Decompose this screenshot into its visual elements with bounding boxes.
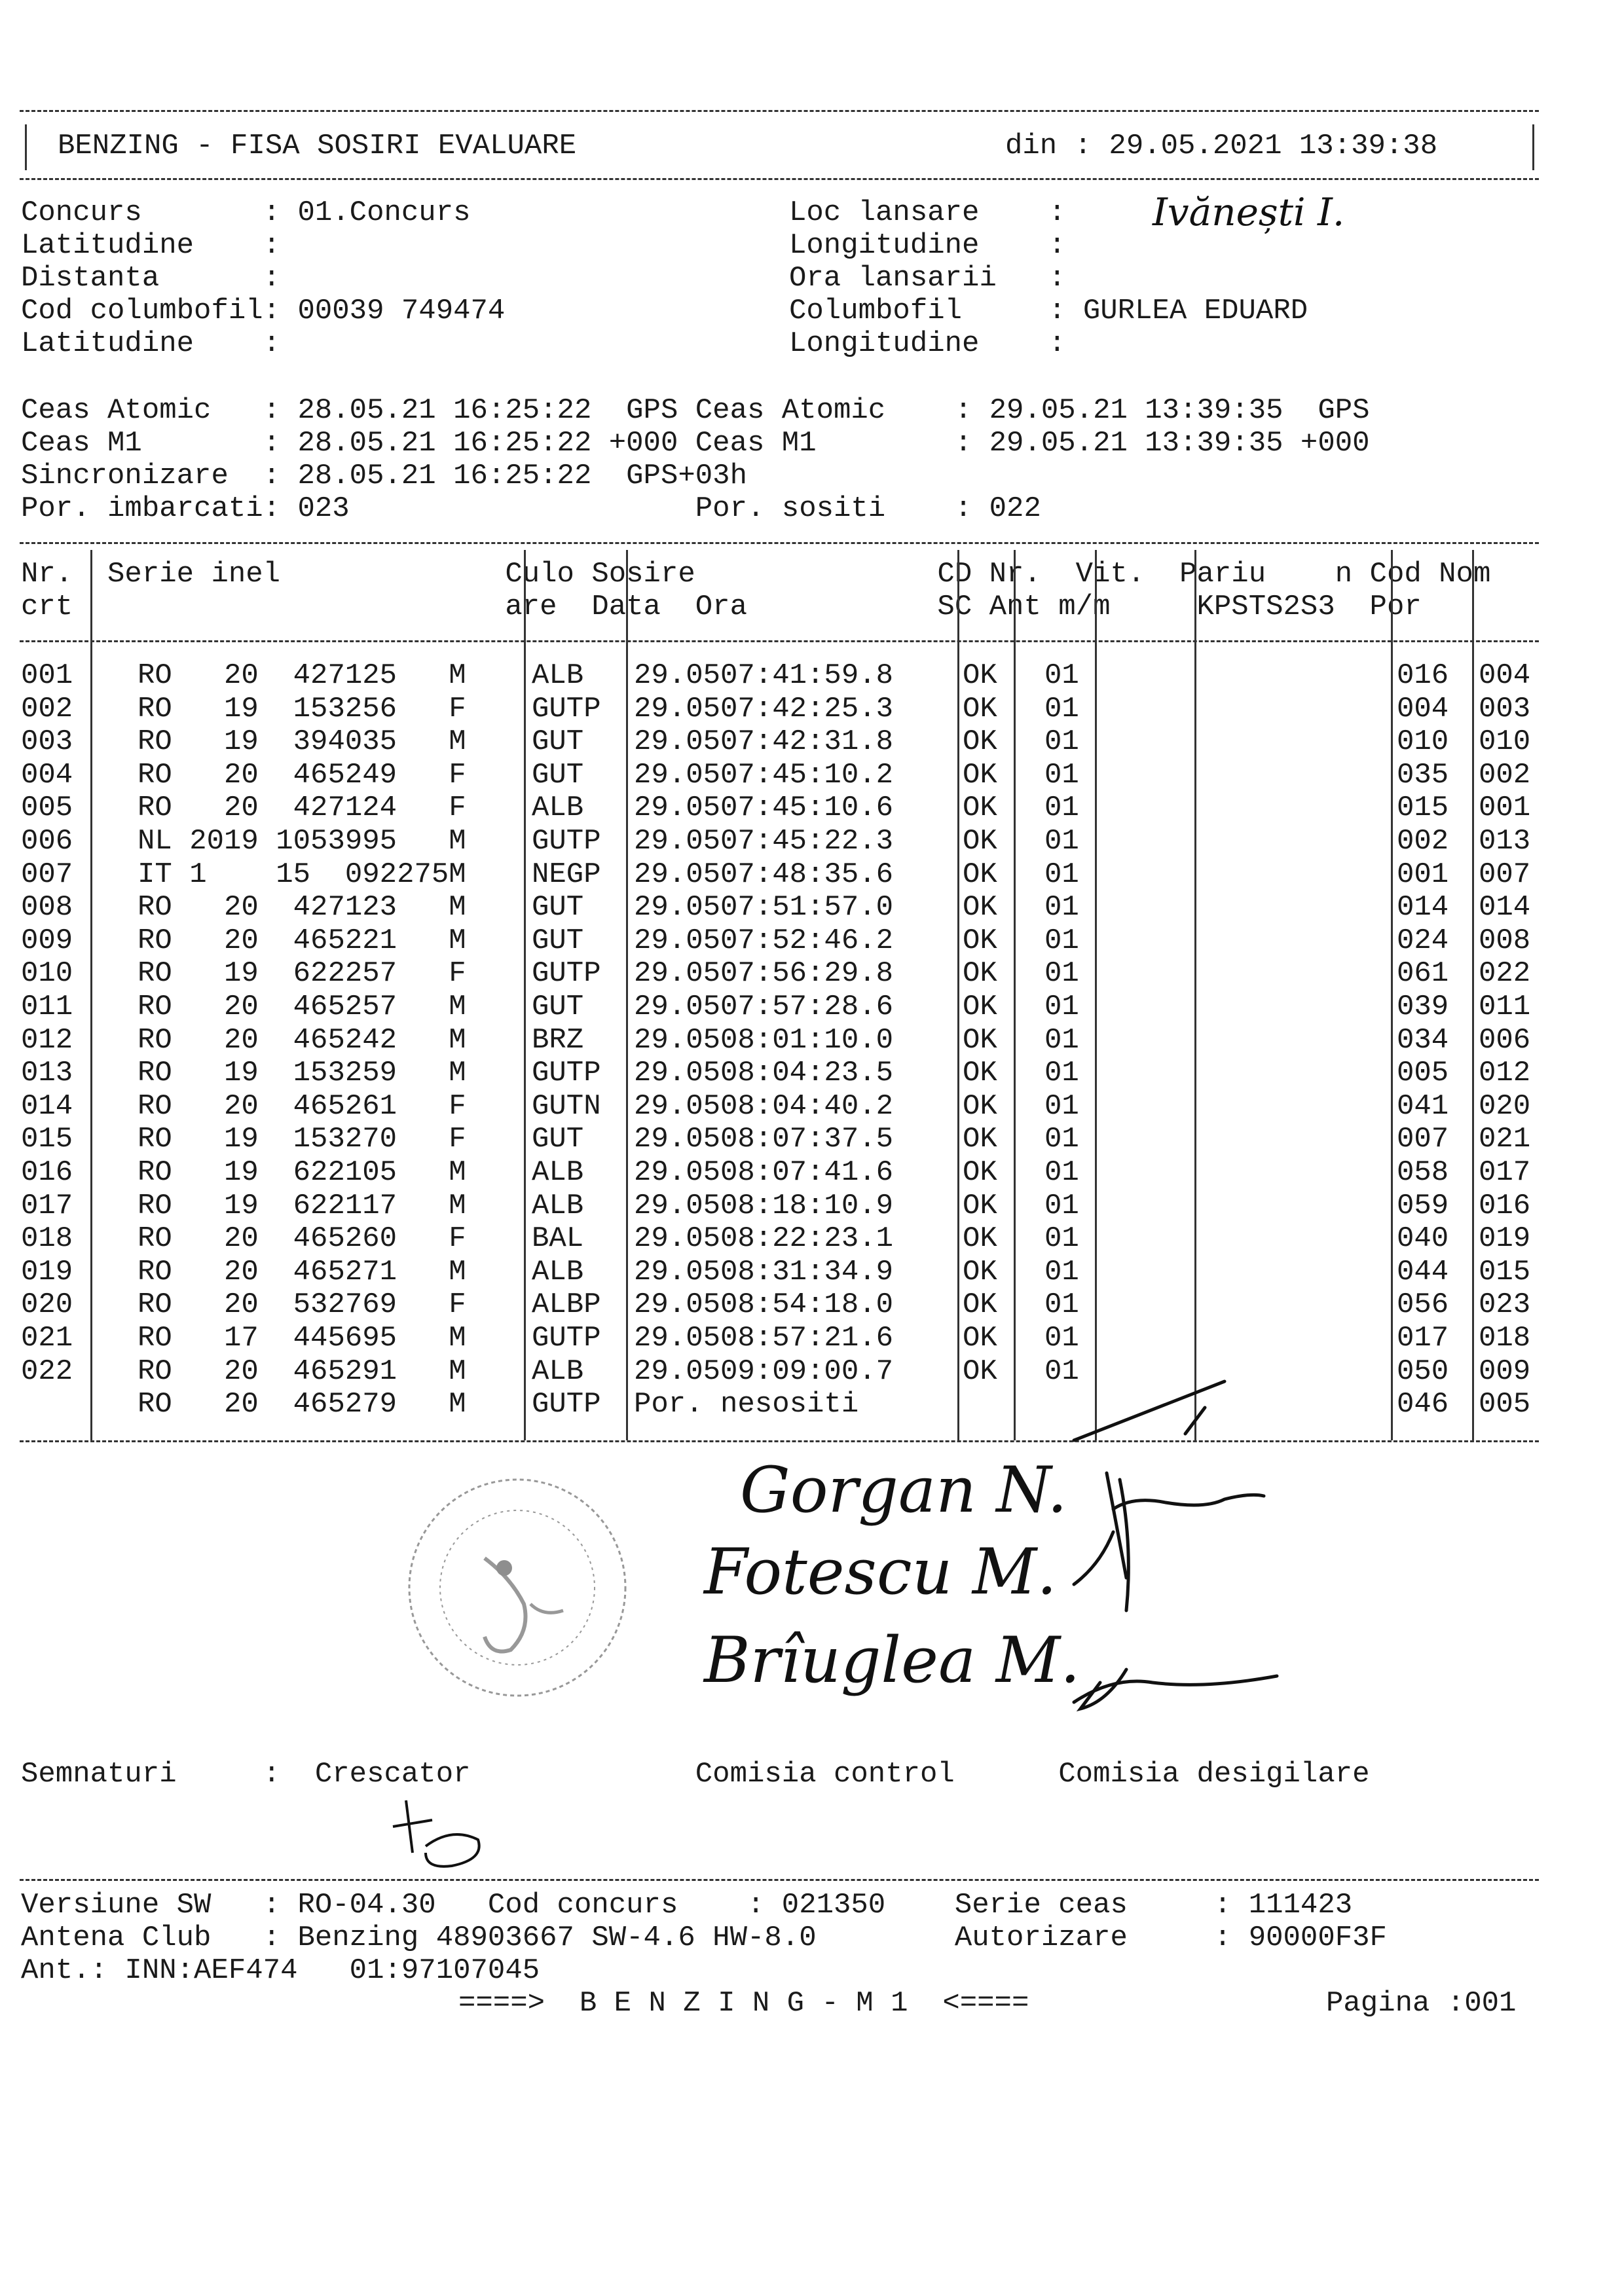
cell-cod: 050 <box>1397 1355 1449 1388</box>
info-line: Latitudine : <box>21 327 281 360</box>
cell-date: 29.05 <box>634 1288 721 1322</box>
cell-nom: 019 <box>1479 1222 1531 1256</box>
cell-cod: 005 <box>1397 1057 1449 1090</box>
signature-strokes <box>1074 1381 1277 1709</box>
cell-cod: 046 <box>1397 1388 1449 1421</box>
cell-cd: OK <box>963 659 997 692</box>
cell-cd: OK <box>963 957 997 991</box>
cell-cd: OK <box>963 1123 997 1156</box>
cell-cod: 056 <box>1397 1288 1449 1322</box>
cell-nr: 010 <box>21 957 73 991</box>
cell-date: 29.05 <box>634 1156 721 1189</box>
cell-date: 29.05 <box>634 991 721 1023</box>
cell-ant: 01 <box>1044 725 1079 759</box>
cell-ant: 01 <box>1044 758 1079 792</box>
info-line: Latitudine : <box>21 229 281 262</box>
cell-nr: 017 <box>21 1189 73 1222</box>
cell-ant: 01 <box>1044 1123 1079 1156</box>
cell-color: GUTP <box>532 825 601 858</box>
cell-cd: OK <box>963 1222 997 1256</box>
info-line: Distanta : <box>21 262 281 295</box>
cell-ant: 01 <box>1044 1089 1079 1123</box>
cell-cd: OK <box>963 825 997 858</box>
cell-ring: RO 20 465271 M <box>138 1255 466 1288</box>
cell-time: 09:09:00.7 <box>720 1355 894 1388</box>
cell-cod: 040 <box>1397 1222 1449 1256</box>
cell-cod: 014 <box>1397 891 1449 924</box>
signature-name-3: Brîuglea M. <box>704 1624 1080 1697</box>
cell-time: 07:45:10.6 <box>720 792 894 825</box>
cell-ant: 01 <box>1044 792 1079 825</box>
cell-time: 08:57:21.6 <box>720 1322 894 1355</box>
cell-nr: 001 <box>21 659 73 692</box>
info-line: Cod columbofil: 00039 749474 <box>21 295 506 327</box>
cell-ring: RO 17 445695 M <box>138 1322 466 1355</box>
cell-ring: RO 19 153259 M <box>138 1057 466 1090</box>
cell-date: 29.05 <box>634 825 721 858</box>
cell-cd: OK <box>963 1255 997 1288</box>
cell-nom: 022 <box>1479 957 1531 991</box>
cell-time: 08:31:34.9 <box>720 1255 894 1288</box>
cell-color: ALBP <box>532 1288 601 1322</box>
footer-banner: ====> B E N Z I N G - M 1 <==== <box>458 1987 1029 2020</box>
cell-nr: 013 <box>21 1057 73 1090</box>
cell-ant: 01 <box>1044 1057 1079 1090</box>
cell-cd: OK <box>963 692 997 725</box>
cell-cd: OK <box>963 924 997 957</box>
cell-nr: 012 <box>21 1023 73 1057</box>
cell-time: 07:42:31.8 <box>720 725 894 759</box>
clock-line: Sincronizare : 28.05.21 16:25:22 GPS+03h <box>21 460 747 492</box>
cell-color: ALB <box>532 792 584 825</box>
cell-nr: 003 <box>21 725 73 759</box>
cell-cod: 016 <box>1397 659 1449 692</box>
cell-ring: RO 19 153270 F <box>138 1123 466 1156</box>
cell-nom: 009 <box>1479 1355 1531 1388</box>
cell-date: 29.05 <box>634 1322 721 1355</box>
cell-nom: 010 <box>1479 725 1531 759</box>
table-header-row-1: Nr. Serie inel Culo Sosire CD Nr. Vit. Pariu n Cod Nom <box>21 558 1491 591</box>
cell-time: 08:22:23.1 <box>720 1222 894 1256</box>
cell-ant: 01 <box>1044 659 1079 692</box>
signature-name-2: Fotescu M. <box>704 1535 1057 1609</box>
cell-nr: 014 <box>21 1089 73 1123</box>
cell-color: GUT <box>532 1123 584 1156</box>
cell-time: 07:45:10.2 <box>720 758 894 792</box>
clock-line: Ceas Atomic : 28.05.21 16:25:22 GPS Ceas Atomic : 29.05.21 13:39:35 GPS <box>21 394 1370 427</box>
cell-date: 29.05 <box>634 957 721 991</box>
cell-time: 07:45:22.3 <box>720 825 894 858</box>
cell-ring: RO 19 622105 M <box>138 1156 466 1189</box>
cell-cod: 024 <box>1397 924 1449 957</box>
cell-nom: 015 <box>1479 1255 1531 1288</box>
cell-nr: 002 <box>21 692 73 725</box>
cell-ring: RO 19 622117 M <box>138 1189 466 1222</box>
cell-color: GUT <box>532 891 584 924</box>
cell-ring: RO 19 622257 F <box>138 957 466 991</box>
cell-color: GUT <box>532 725 584 759</box>
footer-line: Ant.: INN:AEF474 01:97107045 <box>21 1954 540 1987</box>
cell-time: nesositi <box>720 1388 859 1421</box>
clock-line: Ceas M1 : 28.05.21 16:25:22 +000 Ceas M1 : 29.05.21 13:39:35 +000 <box>21 427 1370 460</box>
cell-cod: 059 <box>1397 1189 1449 1222</box>
cell-cod: 001 <box>1397 858 1449 891</box>
cell-time: 07:42:25.3 <box>720 692 894 725</box>
cell-nr: 020 <box>21 1288 73 1322</box>
cell-color: GUTP <box>532 1057 601 1090</box>
cell-cd: OK <box>963 891 997 924</box>
cell-cod: 015 <box>1397 792 1449 825</box>
cell-cd: OK <box>963 1156 997 1189</box>
cell-date: 29.05 <box>634 692 721 725</box>
info-line: Loc lansare : <box>789 196 1066 229</box>
cell-nr: 015 <box>21 1123 73 1156</box>
cell-nom: 014 <box>1479 891 1531 924</box>
cell-date: 29.05 <box>634 1189 721 1222</box>
cell-cod: 007 <box>1397 1123 1449 1156</box>
cell-cd: OK <box>963 1322 997 1355</box>
cell-date: 29.05 <box>634 1222 721 1256</box>
cell-time: 07:41:59.8 <box>720 659 894 692</box>
cell-cod: 061 <box>1397 957 1449 991</box>
footer-line: Versiune SW : RO-04.30 Cod concurs : 021350 Serie ceas : 111423 <box>21 1889 1353 1922</box>
cell-cod: 041 <box>1397 1089 1449 1123</box>
cell-nom: 023 <box>1479 1288 1531 1322</box>
cell-date: 29.05 <box>634 758 721 792</box>
page-number: Pagina :001 <box>1326 1987 1517 2020</box>
signature-name-1: Gorgan N. <box>740 1453 1067 1527</box>
cell-nom: 001 <box>1479 792 1531 825</box>
cell-cod: 010 <box>1397 725 1449 759</box>
cell-date: 29.05 <box>634 1123 721 1156</box>
cell-cd: OK <box>963 858 997 891</box>
cell-nom: 005 <box>1479 1388 1531 1421</box>
cell-ant: 01 <box>1044 1288 1079 1322</box>
cell-date: Por. <box>634 1388 703 1421</box>
cell-nom: 012 <box>1479 1057 1531 1090</box>
cell-ant: 01 <box>1044 858 1079 891</box>
cell-time: 08:54:18.0 <box>720 1288 894 1322</box>
cell-cod: 004 <box>1397 692 1449 725</box>
cell-nom: 008 <box>1479 924 1531 957</box>
cell-ring: RO 20 427125 M <box>138 659 466 692</box>
cell-ring: RO 20 465257 M <box>138 991 466 1023</box>
cell-time: 08:07:41.6 <box>720 1156 894 1189</box>
cell-color: ALB <box>532 1255 584 1288</box>
cell-ant: 01 <box>1044 991 1079 1023</box>
cell-ring: RO 20 465279 M <box>138 1388 466 1421</box>
cell-date: 29.05 <box>634 725 721 759</box>
cell-ant: 01 <box>1044 1156 1079 1189</box>
cell-cd: OK <box>963 1023 997 1057</box>
cell-date: 29.05 <box>634 659 721 692</box>
cell-ring: RO 20 465249 F <box>138 758 466 792</box>
cell-cod: 017 <box>1397 1322 1449 1355</box>
cell-ant: 01 <box>1044 825 1079 858</box>
cell-nom: 018 <box>1479 1322 1531 1355</box>
cell-ring: RO 19 153256 F <box>138 692 466 725</box>
cell-ring: RO 20 427123 M <box>138 891 466 924</box>
cell-nom: 021 <box>1479 1123 1531 1156</box>
cell-color: ALB <box>532 1156 584 1189</box>
cell-ant: 01 <box>1044 924 1079 957</box>
cell-color: GUTP <box>532 692 601 725</box>
cell-ant: 01 <box>1044 1355 1079 1388</box>
cell-ant: 01 <box>1044 1023 1079 1057</box>
cell-ring: RO 20 465260 F <box>138 1222 466 1256</box>
cell-color: GUT <box>532 924 584 957</box>
cell-ring: RO 20 465242 M <box>138 1023 466 1057</box>
cell-cod: 034 <box>1397 1023 1449 1057</box>
cell-nom: 017 <box>1479 1156 1531 1189</box>
cell-cd: OK <box>963 1355 997 1388</box>
cell-cod: 058 <box>1397 1156 1449 1189</box>
cell-time: 07:52:46.2 <box>720 924 894 957</box>
cell-date: 29.05 <box>634 924 721 957</box>
cell-nom: 013 <box>1479 825 1531 858</box>
cell-color: GUTN <box>532 1089 601 1123</box>
table-header-row-2: crt are Data Ora SC Ant m/m KPSTS2S3 Por <box>21 591 1422 623</box>
signatures-label: Semnaturi : Crescator Comisia control Comisia desigilare <box>21 1758 1370 1791</box>
cell-ring: NL 2019 1053995 M <box>138 825 466 858</box>
cell-ant: 01 <box>1044 692 1079 725</box>
cell-cd: OK <box>963 758 997 792</box>
cell-color: GUT <box>532 758 584 792</box>
cell-cod: 044 <box>1397 1255 1449 1288</box>
cell-ring: RO 20 532769 F <box>138 1288 466 1322</box>
cell-ant: 01 <box>1044 1222 1079 1256</box>
info-line: Longitudine : <box>789 327 1066 360</box>
cell-nr: 007 <box>21 858 73 891</box>
cell-cd: OK <box>963 1288 997 1322</box>
cell-nom: 006 <box>1479 1023 1531 1057</box>
cell-date: 29.05 <box>634 858 721 891</box>
cell-ring: RO 20 465261 F <box>138 1089 466 1123</box>
cell-nr: 004 <box>21 758 73 792</box>
cell-cod: 039 <box>1397 991 1449 1023</box>
cell-color: BAL <box>532 1222 584 1256</box>
info-line: Concurs : 01.Concurs <box>21 196 471 229</box>
cell-nr: 016 <box>21 1156 73 1189</box>
cell-time: 08:01:10.0 <box>720 1023 894 1057</box>
cell-cd: OK <box>963 1057 997 1090</box>
cell-ant: 01 <box>1044 891 1079 924</box>
report-title: BENZING - FISA SOSIRI EVALUARE <box>58 130 577 162</box>
cell-nr: 019 <box>21 1255 73 1288</box>
stamp-mark <box>409 1480 625 1696</box>
cell-ant: 01 <box>1044 957 1079 991</box>
cell-nr: 008 <box>21 891 73 924</box>
cell-color: BRZ <box>532 1023 584 1057</box>
cell-nr: 022 <box>21 1355 73 1388</box>
report-date: din : 29.05.2021 13:39:38 <box>1005 130 1438 162</box>
cell-nom: 007 <box>1479 858 1531 891</box>
cell-time: 08:07:37.5 <box>720 1123 894 1156</box>
cell-ant: 01 <box>1044 1255 1079 1288</box>
info-line: Ora lansarii : <box>789 262 1066 295</box>
cell-time: 07:57:28.6 <box>720 991 894 1023</box>
cell-color: GUTP <box>532 957 601 991</box>
cell-ant: 01 <box>1044 1322 1079 1355</box>
cell-time: 08:04:40.2 <box>720 1089 894 1123</box>
cell-date: 29.05 <box>634 1057 721 1090</box>
footer-top-border <box>20 1879 1539 1881</box>
cell-date: 29.05 <box>634 891 721 924</box>
cell-cod: 002 <box>1397 825 1449 858</box>
cell-nr: 021 <box>21 1322 73 1355</box>
cell-date: 29.05 <box>634 792 721 825</box>
cell-color: GUTP <box>532 1388 601 1421</box>
cell-cd: OK <box>963 1189 997 1222</box>
cell-color: ALB <box>532 1355 584 1388</box>
cell-cd: OK <box>963 725 997 759</box>
cell-cod: 035 <box>1397 758 1449 792</box>
cell-color: GUT <box>532 991 584 1023</box>
clock-line: Por. imbarcati: 023 Por. sositi : 022 <box>21 492 1041 525</box>
cell-color: GUTP <box>532 1322 601 1355</box>
info-line: Longitudine : <box>789 229 1066 262</box>
cell-ring: RO 20 465221 M <box>138 924 466 957</box>
cell-nr: 018 <box>21 1222 73 1256</box>
cell-nom: 011 <box>1479 991 1531 1023</box>
cell-ring: RO 20 465291 M <box>138 1355 466 1388</box>
cell-nom: 002 <box>1479 758 1531 792</box>
footer-line: Antena Club : Benzing 48903667 SW-4.6 HW-8.0 Autorizare : 90000F3F <box>21 1922 1387 1954</box>
cell-nr: 005 <box>21 792 73 825</box>
cell-ant: 01 <box>1044 1189 1079 1222</box>
cell-time: 08:18:10.9 <box>720 1189 894 1222</box>
cell-cd: OK <box>963 792 997 825</box>
cell-ring: RO 20 427124 F <box>138 792 466 825</box>
cell-nr: 006 <box>21 825 73 858</box>
cell-color: ALB <box>532 1189 584 1222</box>
cell-nom: 020 <box>1479 1089 1531 1123</box>
cell-time: 07:48:35.6 <box>720 858 894 891</box>
cell-date: 29.05 <box>634 1255 721 1288</box>
cell-date: 29.05 <box>634 1355 721 1388</box>
cell-color: ALB <box>532 659 584 692</box>
info-line: Columbofil : GURLEA EDUARD <box>789 295 1308 327</box>
cell-date: 29.05 <box>634 1023 721 1057</box>
cell-cd: OK <box>963 991 997 1023</box>
cell-time: 08:04:23.5 <box>720 1057 894 1090</box>
cell-time: 07:56:29.8 <box>720 957 894 991</box>
cell-ring: RO 19 394035 M <box>138 725 466 759</box>
cell-ring: IT 1 15 092275M <box>138 858 466 891</box>
cell-nr: 011 <box>21 991 73 1023</box>
cell-nom: 004 <box>1479 659 1531 692</box>
cell-color: NEGP <box>532 858 601 891</box>
cell-cd: OK <box>963 1089 997 1123</box>
cell-nom: 016 <box>1479 1189 1531 1222</box>
cell-date: 29.05 <box>634 1089 721 1123</box>
cell-time: 07:51:57.0 <box>720 891 894 924</box>
cell-nr: 009 <box>21 924 73 957</box>
loc-lansare-handwriting: Ivănești I. <box>1153 190 1345 234</box>
cell-nom: 003 <box>1479 692 1531 725</box>
